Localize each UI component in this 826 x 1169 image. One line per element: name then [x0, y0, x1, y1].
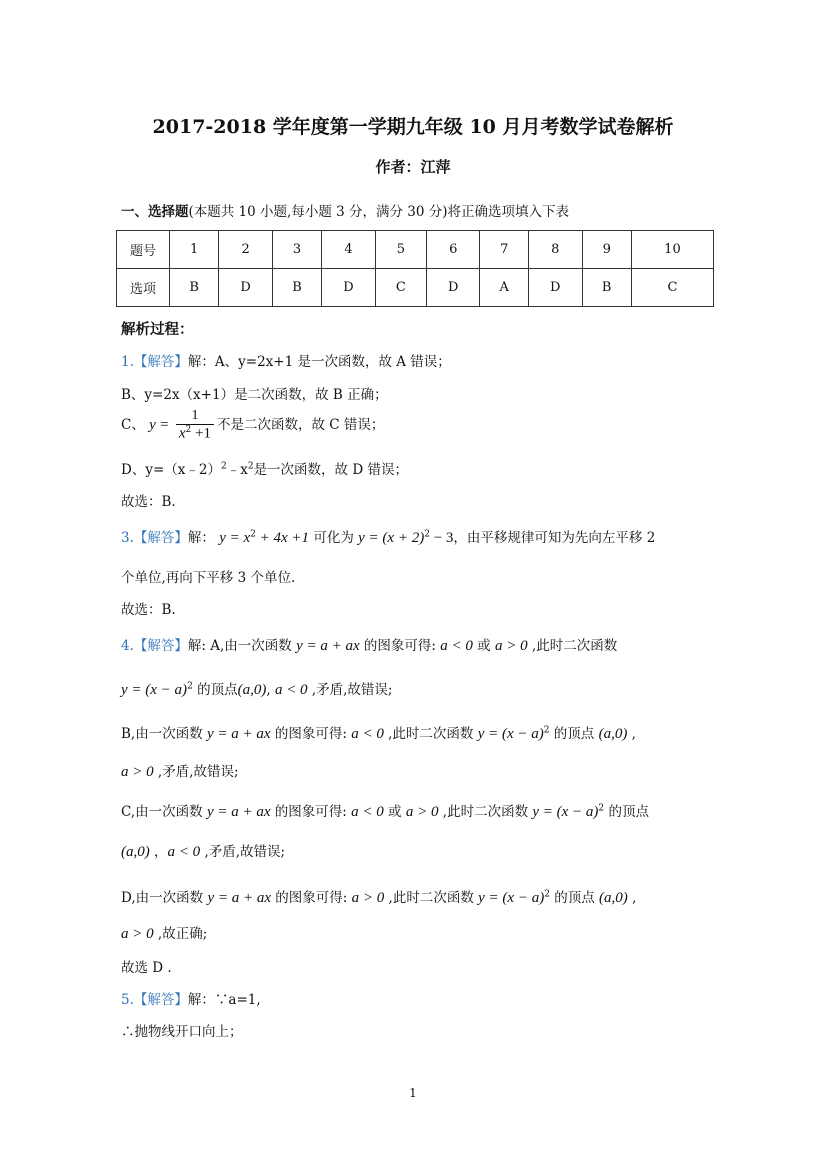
q4-line-b2 [121, 760, 239, 781]
answer-tag: 【解答】 [133, 354, 188, 370]
document-title: 2017-2018 学年度第一学期九年级 10 月月考数学试卷解析 [152, 116, 674, 138]
table-row [117, 269, 714, 307]
formula-part: y [358, 530, 365, 546]
q4-text: ,此时二次函数 [383, 726, 478, 742]
answer-cell: D [426, 269, 479, 307]
formula-quadratic: y = (x − a) [532, 804, 599, 820]
q4-text: 的顶点 [192, 682, 238, 698]
fraction [176, 408, 214, 443]
formula-inequality: a < 0 [351, 726, 384, 742]
formula-inequality: a > 0 [121, 926, 154, 942]
answer-tag: 【解答】 [133, 638, 188, 654]
answer-cell: C [375, 269, 426, 307]
formula-inequality: a > 0 [121, 764, 154, 780]
q4-text: ,此时二次函数 [527, 638, 618, 654]
q4-text: 的图象可得: [271, 890, 352, 906]
exponent: 2 [220, 461, 227, 472]
answer-cell: A [480, 269, 529, 307]
formula-vertex: (a,0) [599, 890, 628, 906]
fraction-denominator [176, 425, 214, 443]
exponent: 2 [185, 425, 192, 435]
q4-choice: 故选 D . [121, 960, 172, 976]
q3-text: 解： [187, 530, 215, 546]
q4-text: ,矛盾,故错误; [307, 682, 393, 698]
formula-inequality: a < 0 [440, 638, 473, 654]
formula-part: = (x + 2) [364, 530, 425, 546]
question-number-cell: 10 [631, 231, 713, 269]
q1-choice: 故选：B. [121, 494, 176, 510]
formula-inequality: a < 0 [167, 844, 201, 860]
table-header-cell: 题号 [117, 231, 170, 269]
q1-line-1 [121, 350, 451, 370]
formula-part: − 3 [429, 530, 454, 546]
q1-text: 解：A、y=2x+1 是一次函数，故 A 错误； [187, 354, 451, 370]
q4-line-d [121, 886, 636, 907]
q4-text: ,矛盾,故错误; [153, 764, 239, 780]
q1-option-c-prefix: C、 [121, 416, 145, 433]
denominator-rest: +1 [191, 425, 211, 442]
exponent: 2 [543, 725, 550, 736]
section-heading [121, 200, 569, 220]
q4-text: 的图象可得: [270, 804, 352, 820]
formula-inequality: a > 0 [351, 890, 385, 906]
answer-cell: D [529, 269, 582, 307]
q4-text: 的图象可得: [359, 638, 441, 654]
question-number-cell: 8 [529, 231, 582, 269]
exponent: 2 [598, 803, 605, 814]
q4-text: 或 [472, 638, 495, 654]
author-line: 作者：江萍 [375, 158, 451, 176]
q4-line-d2 [121, 922, 207, 943]
exponent: 2 [247, 461, 254, 472]
q1-option-c-text: 不是二次函数，故 C 错误； [217, 416, 385, 433]
denominator-variable: x [178, 425, 186, 442]
q1-option-d-b: ﹣x [226, 462, 248, 478]
question-number-cell: 6 [426, 231, 479, 269]
formula-part: = x [225, 530, 251, 546]
answer-table [116, 230, 714, 307]
page-number: 1 [409, 1086, 417, 1100]
q4-text: 的顶点 [549, 890, 600, 906]
q3-line-2: 个单位,再向下平移 3 个单位. [121, 570, 296, 586]
q4-text: 或 [383, 804, 406, 820]
answer-tag: 【解答】 [133, 992, 188, 1008]
q4-text: ,此时二次函数 [384, 890, 479, 906]
q3-text: ，由平移规律可知为先向左平移 2 [453, 530, 656, 546]
q3-text: 可化为 [309, 530, 359, 546]
answer-cell: B [272, 269, 321, 307]
exponent: 2 [187, 681, 193, 692]
q4-text: 的图象可得: [270, 726, 352, 742]
exponent: 2 [250, 529, 256, 540]
analysis-heading: 解析过程： [121, 321, 194, 338]
exponent: 2 [424, 529, 430, 540]
question-number-cell: 1 [170, 231, 219, 269]
formula-linear: y = a + ax [296, 638, 360, 654]
q1-line-2: B、y=2x（x+1）是二次函数，故 B 正确； [121, 387, 388, 403]
question-number-cell: 3 [272, 231, 321, 269]
formula-linear: y = a + ax [207, 726, 271, 742]
q4-text: , [627, 890, 637, 906]
formula-equals: = [160, 416, 169, 433]
formula-quadratic: y = (x − a) [478, 890, 545, 906]
q4-text: , [627, 726, 636, 742]
section-heading-label: 一、选择题 [121, 204, 189, 220]
question-number-cell: 2 [219, 231, 272, 269]
answer-tag: 【解答】 [133, 530, 188, 546]
q4-line-c [121, 800, 649, 821]
section-heading-text: (本题共 10 小题,每小题 3 分，满分 30 分)将正确选项填入下表 [188, 204, 570, 220]
fraction-numerator: 1 [176, 408, 214, 425]
q3-line-1 [121, 526, 655, 547]
question-number-cell: 4 [322, 231, 375, 269]
q4-text: , [266, 682, 275, 698]
answer-cell: B [170, 269, 219, 307]
formula-linear: y = a + ax [206, 804, 271, 820]
q4-text: C,由一次函数 [121, 804, 207, 820]
q4-text: 的顶点 [604, 804, 649, 820]
formula-part: + 4x +1 [255, 530, 310, 546]
q1-option-d-a: D、y=（x﹣2） [121, 462, 221, 478]
q5-line-1 [121, 988, 261, 1008]
formula-linear: y = a + ax [207, 890, 271, 906]
question-number-cell: 5 [375, 231, 426, 269]
table-row [117, 231, 714, 269]
formula-vertex: (a,0) [237, 682, 267, 698]
formula-inequality: a < 0 [351, 804, 384, 820]
q4-line-1 [121, 634, 617, 655]
answer-cell: C [631, 269, 713, 307]
question-number: 3. [121, 530, 134, 546]
q4-text: 解: A,由一次函数 [187, 638, 297, 654]
answer-cell: B [582, 269, 631, 307]
formula-inequality: a > 0 [494, 638, 528, 654]
answer-cell: D [219, 269, 272, 307]
q3-choice: 故选：B. [121, 602, 176, 618]
q5-text: 解：∵a=1, [187, 992, 261, 1008]
exponent: 2 [544, 889, 550, 900]
question-number: 4. [121, 638, 134, 654]
q1-option-d-c: 是一次函数，故 D 错误； [253, 462, 408, 478]
q4-line-c2 [121, 840, 285, 861]
q4-text: 的顶点 [549, 726, 599, 742]
formula-vertex: (a,0) [598, 726, 628, 742]
q4-text: ， [149, 844, 168, 860]
formula-quadratic: y = (x − a) [121, 682, 188, 698]
q4-text: ,矛盾,故错误; [200, 844, 286, 860]
question-number: 1. [121, 354, 134, 370]
q4-line-b [121, 722, 636, 743]
q1-line-3 [121, 408, 384, 443]
table-header-cell: 选项 [117, 269, 170, 307]
q4-line-2 [121, 678, 393, 699]
q4-text: ,故正确; [153, 926, 208, 942]
q4-text: ,此时二次函数 [438, 804, 533, 820]
formula-quadratic: y = (x − a) [477, 726, 544, 742]
formula-inequality: a < 0 [274, 682, 308, 698]
answer-cell: D [322, 269, 375, 307]
q1-line-4 [121, 458, 408, 478]
q4-text: B,由一次函数 [121, 726, 208, 742]
question-number-cell: 9 [582, 231, 631, 269]
formula-y: y [149, 416, 156, 433]
question-number: 5. [121, 992, 134, 1008]
formula-inequality: a > 0 [405, 804, 439, 820]
q5-line-2: ∴抛物线开口向上； [121, 1024, 243, 1040]
formula-vertex: (a,0) [121, 844, 150, 860]
q4-text: D,由一次函数 [121, 890, 208, 906]
question-number-cell: 7 [480, 231, 529, 269]
formula-part: y [219, 530, 226, 546]
